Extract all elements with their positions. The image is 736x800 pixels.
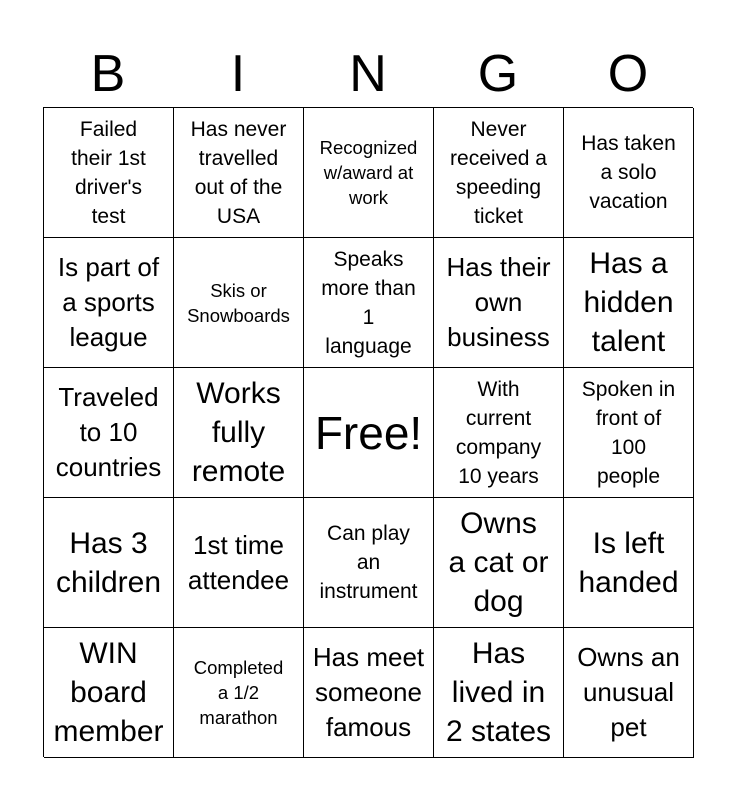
- bingo-cell[interactable]: [174, 108, 304, 238]
- bingo-cell[interactable]: [174, 368, 304, 498]
- bingo-board: [43, 107, 693, 757]
- bingo-cell[interactable]: [434, 628, 564, 758]
- bingo-cell[interactable]: [564, 238, 694, 368]
- bingo-cell[interactable]: [44, 498, 174, 628]
- bingo-cell[interactable]: [434, 368, 564, 498]
- cell-text: Has meet someone famous: [312, 642, 425, 742]
- bingo-cell[interactable]: [304, 108, 434, 238]
- cell-text: Has 3 children: [55, 526, 162, 599]
- bingo-cell[interactable]: [564, 628, 694, 758]
- cell-text: With current company 10 years: [455, 377, 542, 488]
- cell-text: Speaks more than 1 language: [321, 247, 416, 358]
- cell-text: Has lived in 2 states: [445, 637, 552, 748]
- cell-text: Skis or Snowboards: [187, 279, 290, 326]
- header-letter-n: N: [349, 45, 387, 103]
- bingo-cell[interactable]: [304, 628, 434, 758]
- cell-text: Has their own business: [446, 252, 551, 352]
- bingo-cell[interactable]: [434, 108, 564, 238]
- header-letter-o: O: [607, 45, 649, 103]
- bingo-header: [43, 40, 693, 108]
- header-letter-b: B: [90, 45, 126, 103]
- cell-text: Has taken a solo vacation: [581, 132, 676, 213]
- bingo-cell[interactable]: [174, 498, 304, 628]
- bingo-cell[interactable]: [564, 108, 694, 238]
- bingo-cell[interactable]: [564, 498, 694, 628]
- cell-text: Traveled to 10 countries: [55, 382, 162, 482]
- bingo-cell[interactable]: [174, 628, 304, 758]
- bingo-cell[interactable]: [304, 498, 434, 628]
- bingo-cell[interactable]: [174, 238, 304, 368]
- header-letter-i: I: [230, 45, 246, 103]
- cell-text: 1st time attendee: [187, 529, 290, 595]
- free-space-text: Free!: [314, 406, 423, 459]
- free-cell[interactable]: [304, 368, 434, 498]
- cell-text: Has a hidden talent: [583, 247, 674, 358]
- cell-text: Works fully remote: [191, 377, 286, 488]
- cell-text: Never received a speeding ticket: [450, 117, 547, 228]
- cell-text: Is left handed: [578, 526, 679, 599]
- cell-text: Has never travelled out of the USA: [190, 117, 287, 228]
- cell-text: Spoken in front of 100 people: [581, 377, 676, 488]
- cell-text: Can play an instrument: [319, 522, 418, 603]
- cell-text: Owns an unusual pet: [577, 642, 680, 742]
- bingo-cell[interactable]: [564, 368, 694, 498]
- bingo-cell[interactable]: [44, 238, 174, 368]
- cell-text: Completed a 1/2 marathon: [193, 657, 284, 728]
- bingo-cell[interactable]: [44, 108, 174, 238]
- bingo-cell[interactable]: [44, 368, 174, 498]
- bingo-cell[interactable]: [44, 628, 174, 758]
- bingo-cell[interactable]: [304, 238, 434, 368]
- cell-text: Owns a cat or dog: [448, 507, 549, 618]
- bingo-cell[interactable]: [434, 238, 564, 368]
- cell-text: Recognized w/award at work: [319, 137, 418, 208]
- bingo-cell[interactable]: [434, 498, 564, 628]
- cell-text: Failed their 1st driver's test: [71, 117, 146, 228]
- cell-text: Is part of a sports league: [57, 252, 160, 352]
- cell-text: WIN board member: [53, 637, 164, 748]
- header-letter-g: G: [477, 45, 519, 103]
